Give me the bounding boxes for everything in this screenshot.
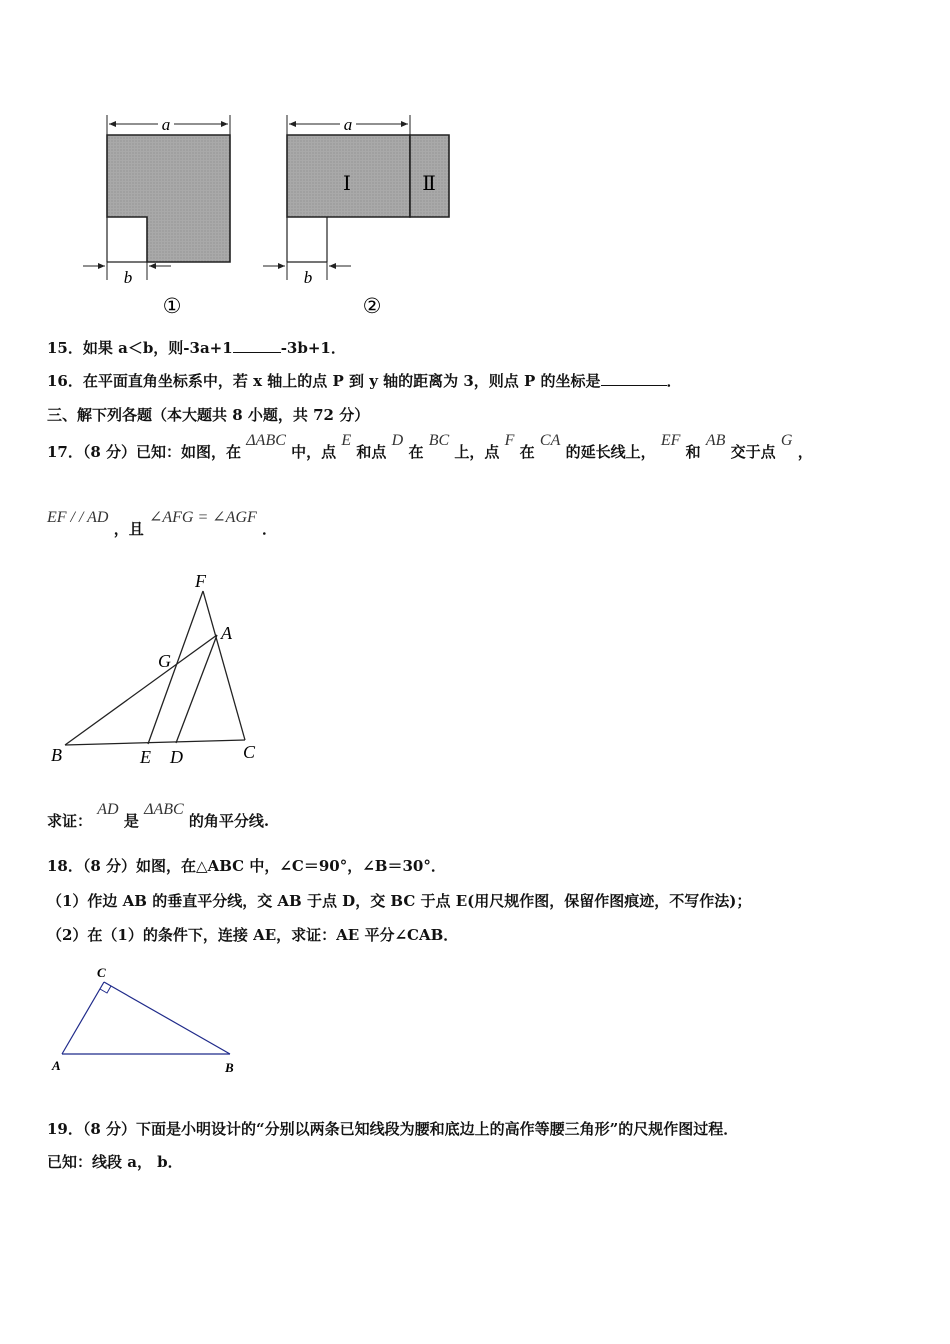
figure-2-caption: ② [362, 294, 382, 318]
q17-text: 在 [408, 443, 424, 461]
figure-2-label-a: a [343, 115, 353, 134]
q17-text: 和点 [356, 443, 387, 461]
q17-proof-math-abc: ΔABC [144, 801, 184, 818]
q17-proof-prefix: 求证： [47, 812, 93, 830]
q17-math-ca: CA [539, 432, 561, 449]
q17-text: 在 [519, 443, 535, 461]
q17-text: 的延长线上， [565, 443, 656, 461]
figure-2-region-1-label: Ⅰ [343, 173, 351, 195]
point-e-label: E [140, 747, 151, 767]
figure-1 [75, 110, 250, 320]
figure-2-label-b: b [303, 268, 313, 287]
q17-math-parallel: EF / / AD [47, 509, 109, 526]
q18-figure [45, 960, 245, 1075]
point-b-label: B [51, 745, 62, 765]
q17-text: 中，点 [291, 443, 337, 461]
point-b-label: B [225, 1060, 234, 1075]
question-18-part-1: （1）作边 AB 的垂直平分线，交 AB 于点 D，交 BC 于点 E(用尺规作图，保留作图痕迹，不写作法)； [47, 892, 752, 910]
q17-text: ． [262, 520, 278, 538]
point-a-label: A [52, 1058, 61, 1073]
question-16 [47, 370, 682, 391]
q17-math-bc: BC [428, 432, 450, 449]
q17-math-ab: AB [705, 432, 726, 449]
q16-text-before: 16．在平面直角坐标系中，若 x 轴上的点 P 到 y 轴的距离为 3，则点 P 的坐标是 [47, 372, 601, 390]
point-f-label: F [195, 571, 206, 591]
segment-cb [104, 982, 230, 1054]
q17-proof [47, 801, 270, 831]
q17-text: ， [797, 443, 813, 461]
q17-text: 交于点 [730, 443, 776, 461]
point-a-label: A [221, 623, 232, 643]
q17-math-e: E [341, 432, 352, 449]
figure-1-label-b: b [123, 268, 133, 287]
q15-text-before: 15．如果 a＜b，则-3a+1 [47, 339, 233, 357]
q17-text: 17．（8 分）已知：如图，在 [47, 443, 242, 461]
q15-answer-blank[interactable] [233, 338, 281, 353]
segment-fc [203, 591, 245, 740]
figure-2-region-2-label: Ⅱ [422, 173, 436, 195]
q17-math-g: G [780, 432, 793, 449]
q17-proof-math-ad: AD [97, 801, 119, 818]
question-19-title: 19．（8 分）下面是小明设计的“分别以两条已知线段为腰和底边上的高作等腰三角形”的尺规作图过程． [47, 1120, 739, 1138]
section-3-title: 三、解下列各题（本大题共 8 小题，共 72 分） [47, 406, 370, 424]
q16-answer-blank[interactable] [601, 371, 667, 386]
segment-bc [65, 740, 245, 745]
figure-2 [255, 110, 465, 320]
q17-math-angle-equal: ∠AFG = ∠AGF [148, 509, 257, 526]
point-c-label: C [243, 742, 256, 762]
q17-proof-suffix: 的角平分线. [188, 812, 270, 830]
q17-proof-text: 是 [123, 812, 139, 830]
q17-math-d: D [391, 432, 404, 449]
q17-text: 和 [685, 443, 701, 461]
question-17-line-1 [47, 432, 813, 462]
segment-ad [176, 635, 217, 743]
segment-fe [148, 591, 203, 744]
q17-math-f: F [504, 432, 515, 449]
q17-text: ，且 [113, 520, 144, 538]
question-18-title: 18．（8 分）如图，在△ABC 中，∠C＝90°，∠B＝30°． [47, 857, 446, 875]
question-19-given: 已知：线段 a， b． [47, 1153, 183, 1171]
question-17-line-2 [47, 509, 278, 539]
q17-math-ef: EF [660, 432, 681, 449]
point-c-label: C [97, 965, 106, 980]
point-g-label: G [158, 651, 171, 671]
figure-1-label-a: a [161, 115, 171, 134]
q17-figure [45, 565, 275, 775]
figure-1-shaded-region [107, 135, 230, 262]
question-18-part-2: （2）在（1）的条件下，连接 AE，求证：AE 平分∠CAB． [47, 926, 459, 944]
q15-text-after: -3b+1． [280, 339, 346, 357]
segment-ba [65, 635, 217, 745]
point-d-label: D [170, 747, 183, 767]
q17-math-triangle-abc: ΔABC [246, 432, 286, 449]
segment-ac [62, 982, 104, 1054]
figure-1-caption: ① [162, 294, 182, 318]
q16-text-after: ． [666, 372, 682, 390]
question-15 [47, 337, 346, 358]
q17-text: 上，点 [454, 443, 500, 461]
